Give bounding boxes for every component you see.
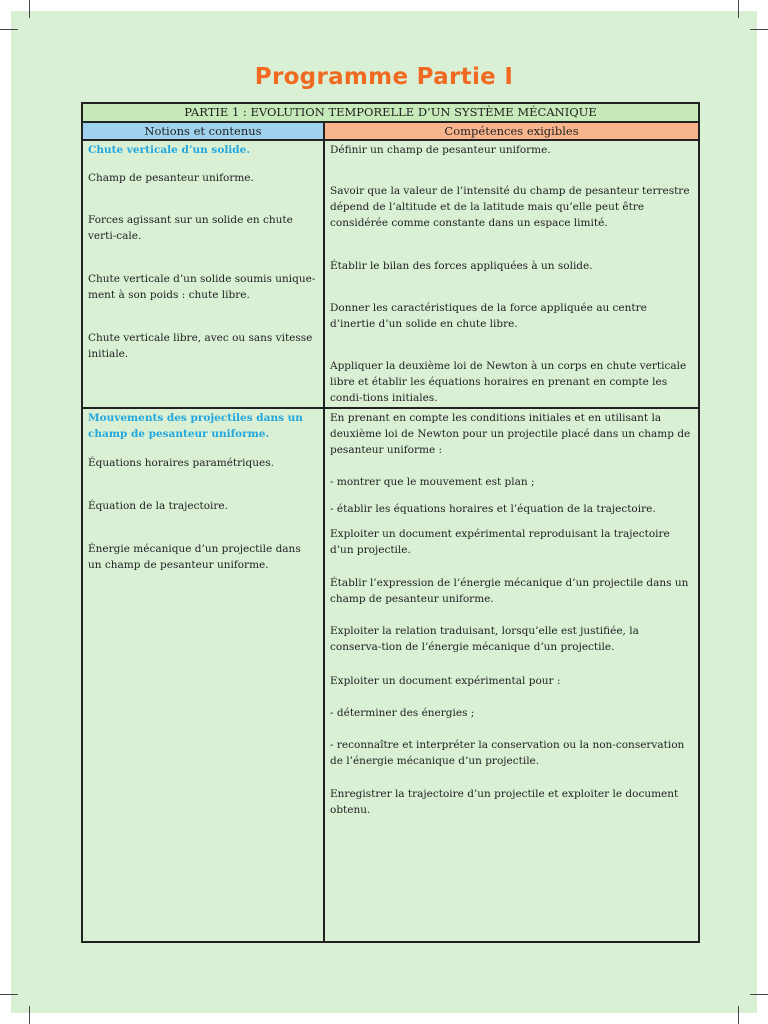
competence-item: Enregistrer la trajectoire d’un projectile et exploiter le document obtenu.	[330, 788, 679, 817]
section1-notions-cell	[82, 140, 324, 408]
notion-item: Énergie mécanique d’un projectile dans un champ de pesanteur uniforme.	[88, 543, 301, 572]
section-heading: Mouvements des projectiles dans un champ de pesanteur uniforme.	[88, 412, 303, 441]
competence-item: Donner les caractéristiques de la force appliquée au centre d’inertie d’un solide en chute libre.	[330, 302, 647, 331]
crop-mark	[750, 994, 768, 995]
competence-item: Savoir que la valeur de l’intensité du champ de pesanteur terrestre dépend de l’altitude et de la latitude mais qu’elle peut être considérée comme constante dans un espace limité.	[330, 185, 690, 230]
notion-item: Équations horaires paramétriques.	[88, 457, 274, 469]
section-heading: Chute verticale d’un solide.	[88, 144, 250, 156]
page-title: Programme Partie I	[254, 64, 514, 90]
competence-item: Établir le bilan des forces appliquées à un solide.	[330, 260, 593, 272]
competence-item: Exploiter la relation traduisant, lorsqu’elle est justifiée, la conserva-tion de l’énergie mécanique d’un projectile.	[330, 625, 639, 654]
crop-mark	[0, 29, 18, 30]
notion-item: Forces agissant sur un solide en chute verti-cale.	[88, 214, 293, 243]
competence-item: Établir l’expression de l’énergie mécanique d’un projectile dans un champ de pesanteur uniforme.	[330, 577, 689, 606]
competence-item: - établir les équations horaires et l’équation de la trajectoire.	[330, 503, 656, 515]
notion-item: Équation de la trajectoire.	[88, 500, 228, 512]
crop-mark	[29, 1006, 30, 1024]
notion-item: Chute verticale libre, avec ou sans vitesse initiale.	[88, 332, 313, 361]
competence-item: - déterminer des énergies ;	[330, 707, 475, 719]
crop-mark	[738, 0, 739, 18]
crop-mark	[750, 29, 768, 30]
section2-notions-cell	[82, 408, 324, 942]
competence-item: En prenant en compte les conditions initiales et en utilisant la deuxième loi de Newton pour un projectile placé dans un champ de pesanteur uniforme :	[330, 412, 691, 457]
section2-competences-cell	[324, 408, 699, 942]
notion-item: Chute verticale d’un solide soumis unique-ment à son poids : chute libre.	[88, 273, 316, 302]
section1-competences-cell	[324, 140, 699, 408]
notion-item: Champ de pesanteur uniforme.	[88, 172, 254, 184]
crop-mark	[0, 994, 18, 995]
crop-mark	[29, 0, 30, 18]
crop-mark	[738, 1006, 739, 1024]
column-header-notions: Notions et contenus	[82, 122, 324, 140]
column-header-competences: Compétences exigibles	[324, 122, 699, 140]
competence-item: - reconnaître et interpréter la conservation ou la non-conservation de l’énergie mécanique d’un projectile.	[330, 739, 685, 768]
competence-item: Appliquer la deuxième loi de Newton à un corps en chute verticale libre et établir les équations horaires en prenant en compte les condi-tions initiales.	[330, 360, 687, 405]
competence-item: Exploiter un document expérimental pour :	[330, 675, 561, 687]
programme-table	[81, 102, 700, 943]
table-main-header: PARTIE 1 : EVOLUTION TEMPORELLE D’UN SYSTÈME MÉCANIQUE	[82, 103, 699, 122]
competence-item: Exploiter un document expérimental reproduisant la trajectoire d’un projectile.	[330, 528, 670, 557]
competence-item: Définir un champ de pesanteur uniforme.	[330, 144, 551, 156]
competence-item: - montrer que le mouvement est plan ;	[330, 476, 535, 488]
